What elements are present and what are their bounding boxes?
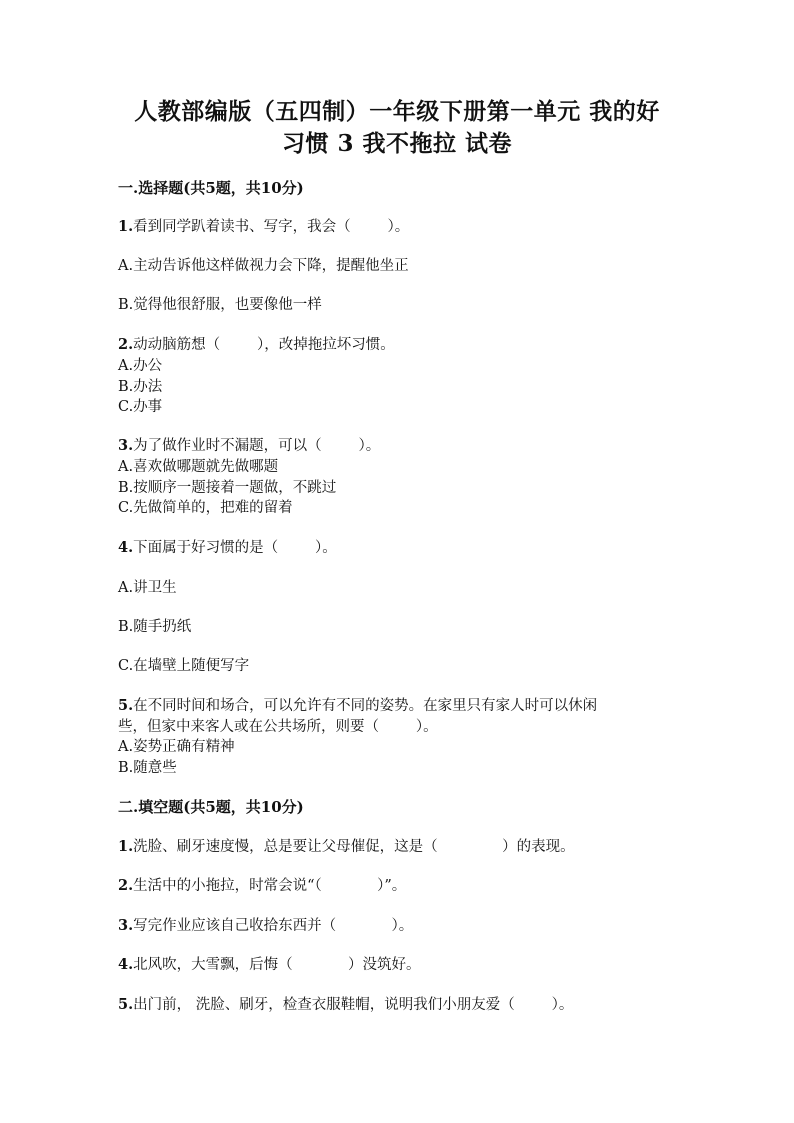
choice-question-5 — [118, 696, 597, 716]
choice-q1-option-b: B.觉得他很舒服，也要像他一样 — [118, 297, 322, 313]
choice-q2-option-b: B.办法 — [118, 379, 163, 395]
question-text: 动动脑筋想（ ），改掉拖拉坏习惯。 — [133, 337, 395, 353]
choice-q4-option-b: B.随手扔纸 — [118, 619, 192, 635]
choice-q3-option-a: A.喜欢做哪题就先做哪题 — [118, 459, 279, 475]
section-heading-fill-blank: 二.填空题(共5题，共10分) — [118, 798, 304, 816]
question-number: 1. — [118, 218, 134, 235]
question-text: 北风吹，大雪飘，后悔（ ）没筑好。 — [133, 957, 421, 973]
exam-title-line-2: 习惯 3 我不拖拉 试卷 — [281, 130, 513, 157]
question-number: 5. — [118, 697, 134, 714]
fill-question-3 — [118, 916, 413, 936]
question-text: 洗脸、刷牙速度慢，总是要让父母催促，这是（ ）的表现。 — [133, 839, 575, 855]
choice-question-4 — [118, 538, 337, 558]
choice-q2-option-c: C.办事 — [118, 399, 163, 415]
choice-question-2 — [118, 335, 395, 355]
question-number: 3. — [118, 917, 134, 934]
choice-question-5-continued: 些，但家中来客人或在公共场所，则要（ ）。 — [118, 719, 438, 735]
choice-q2-option-a: A.办公 — [118, 358, 163, 374]
question-text: 看到同学趴着读书、写字，我会（ ）。 — [133, 219, 410, 235]
question-text: 写完作业应该自己收拾东西并（ ）。 — [133, 918, 414, 934]
fill-question-5 — [118, 995, 573, 1015]
choice-q4-option-a: A.讲卫生 — [118, 580, 177, 596]
choice-q3-option-b: B.按顺序一题接着一题做，不跳过 — [118, 480, 337, 496]
fill-question-2 — [118, 876, 406, 896]
question-number: 4. — [118, 956, 134, 973]
exam-title-line-1: 人教部编版（五四制）一年级下册第一单元 我的好 — [134, 98, 660, 125]
question-number: 3. — [118, 437, 134, 454]
fill-question-1 — [118, 837, 575, 857]
question-number: 2. — [118, 336, 134, 353]
choice-q1-option-a: A.主动告诉他这样做视力会下降，提醒他坐正 — [118, 258, 409, 274]
choice-q3-option-c: C.先做简单的，把难的留着 — [118, 500, 293, 516]
choice-q4-option-c: C.在墙壁上随便写字 — [118, 658, 250, 674]
fill-question-4 — [118, 955, 420, 975]
choice-question-3 — [118, 436, 380, 456]
choice-q5-option-b: B.随意些 — [118, 760, 177, 776]
question-number: 2. — [118, 877, 134, 894]
question-number: 1. — [118, 838, 134, 855]
question-number: 5. — [118, 996, 134, 1013]
choice-q5-option-a: A.姿势正确有精神 — [118, 739, 235, 755]
question-number: 4. — [118, 539, 134, 556]
section-heading-choice: 一.选择题(共5题，共10分) — [118, 179, 304, 197]
question-text: 生活中的小拖拉，时常会说“（ ）”。 — [133, 878, 407, 894]
question-text: 下面属于好习惯的是（ ）。 — [133, 540, 337, 556]
question-text: 为了做作业时不漏题，可以（ ）。 — [133, 438, 381, 454]
question-text: 在不同时间和场合，可以允许有不同的姿势。在家里只有家人时可以休闲 — [133, 698, 598, 714]
choice-question-1 — [118, 217, 409, 237]
question-text: 出门前， 洗脸、刷牙，检查衣服鞋帽，说明我们小朋友爱（ ）。 — [133, 997, 574, 1013]
